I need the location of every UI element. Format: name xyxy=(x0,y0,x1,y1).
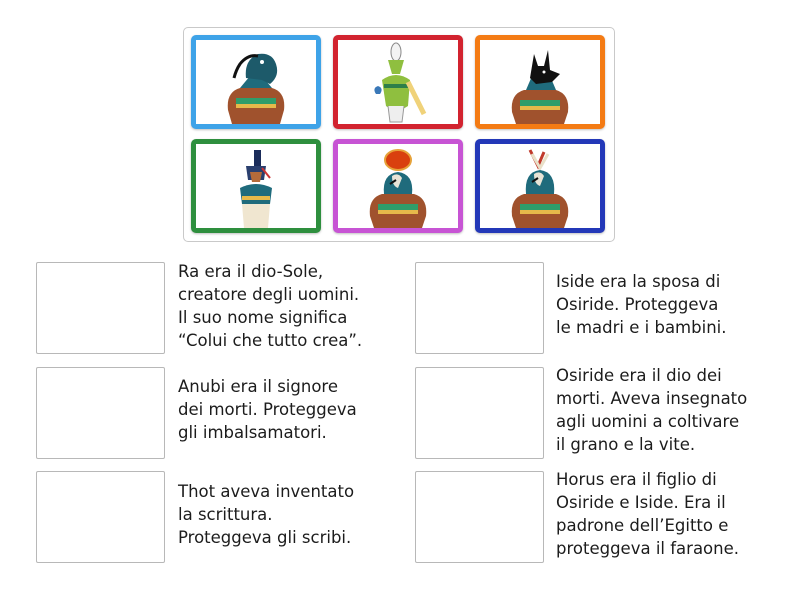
thot-figure-icon xyxy=(196,40,316,124)
drop-slot-ra[interactable] xyxy=(36,262,165,354)
description-thot: Thot aveva inventato la scrittura. Proteggeva gli scribi. xyxy=(178,482,355,547)
osiride-figure-icon xyxy=(338,40,458,124)
description-iside: Iside era la sposa di Osiride. Proteggeva le madri e i bambini. xyxy=(556,272,727,337)
card-thot[interactable] xyxy=(191,35,321,129)
card-osiride[interactable] xyxy=(333,35,463,129)
card-iside[interactable] xyxy=(191,139,321,233)
card-anubi[interactable] xyxy=(475,35,605,129)
description-anubi: Anubi era il signore dei morti. Proteggeva gli imbalsamatori. xyxy=(178,377,357,442)
drop-slot-anubi[interactable] xyxy=(36,367,165,459)
drop-slot-horus[interactable] xyxy=(415,471,544,563)
description-horus: Horus era il figlio di Osiride e Iside. Era il padrone dell’Egitto e proteggeva il faraone. xyxy=(556,470,740,558)
description-ra: Ra era il dio-Sole, creatore degli uomini. Il suo nome significa “Colui che tutto crea”. xyxy=(178,262,363,350)
iside-figure-icon xyxy=(196,144,316,228)
ra-figure-icon xyxy=(338,144,458,228)
card-horus[interactable] xyxy=(475,139,605,233)
card-ra[interactable] xyxy=(333,139,463,233)
drop-slot-thot[interactable] xyxy=(36,471,165,563)
horus-figure-icon xyxy=(480,144,600,228)
description-osiride: Osiride era il dio dei morti. Aveva insegnato agli uomini a coltivare il grano e la vite. xyxy=(556,366,748,454)
drop-slot-iside[interactable] xyxy=(415,262,544,354)
drop-slot-osiride[interactable] xyxy=(415,367,544,459)
anubi-figure-icon xyxy=(480,40,600,124)
